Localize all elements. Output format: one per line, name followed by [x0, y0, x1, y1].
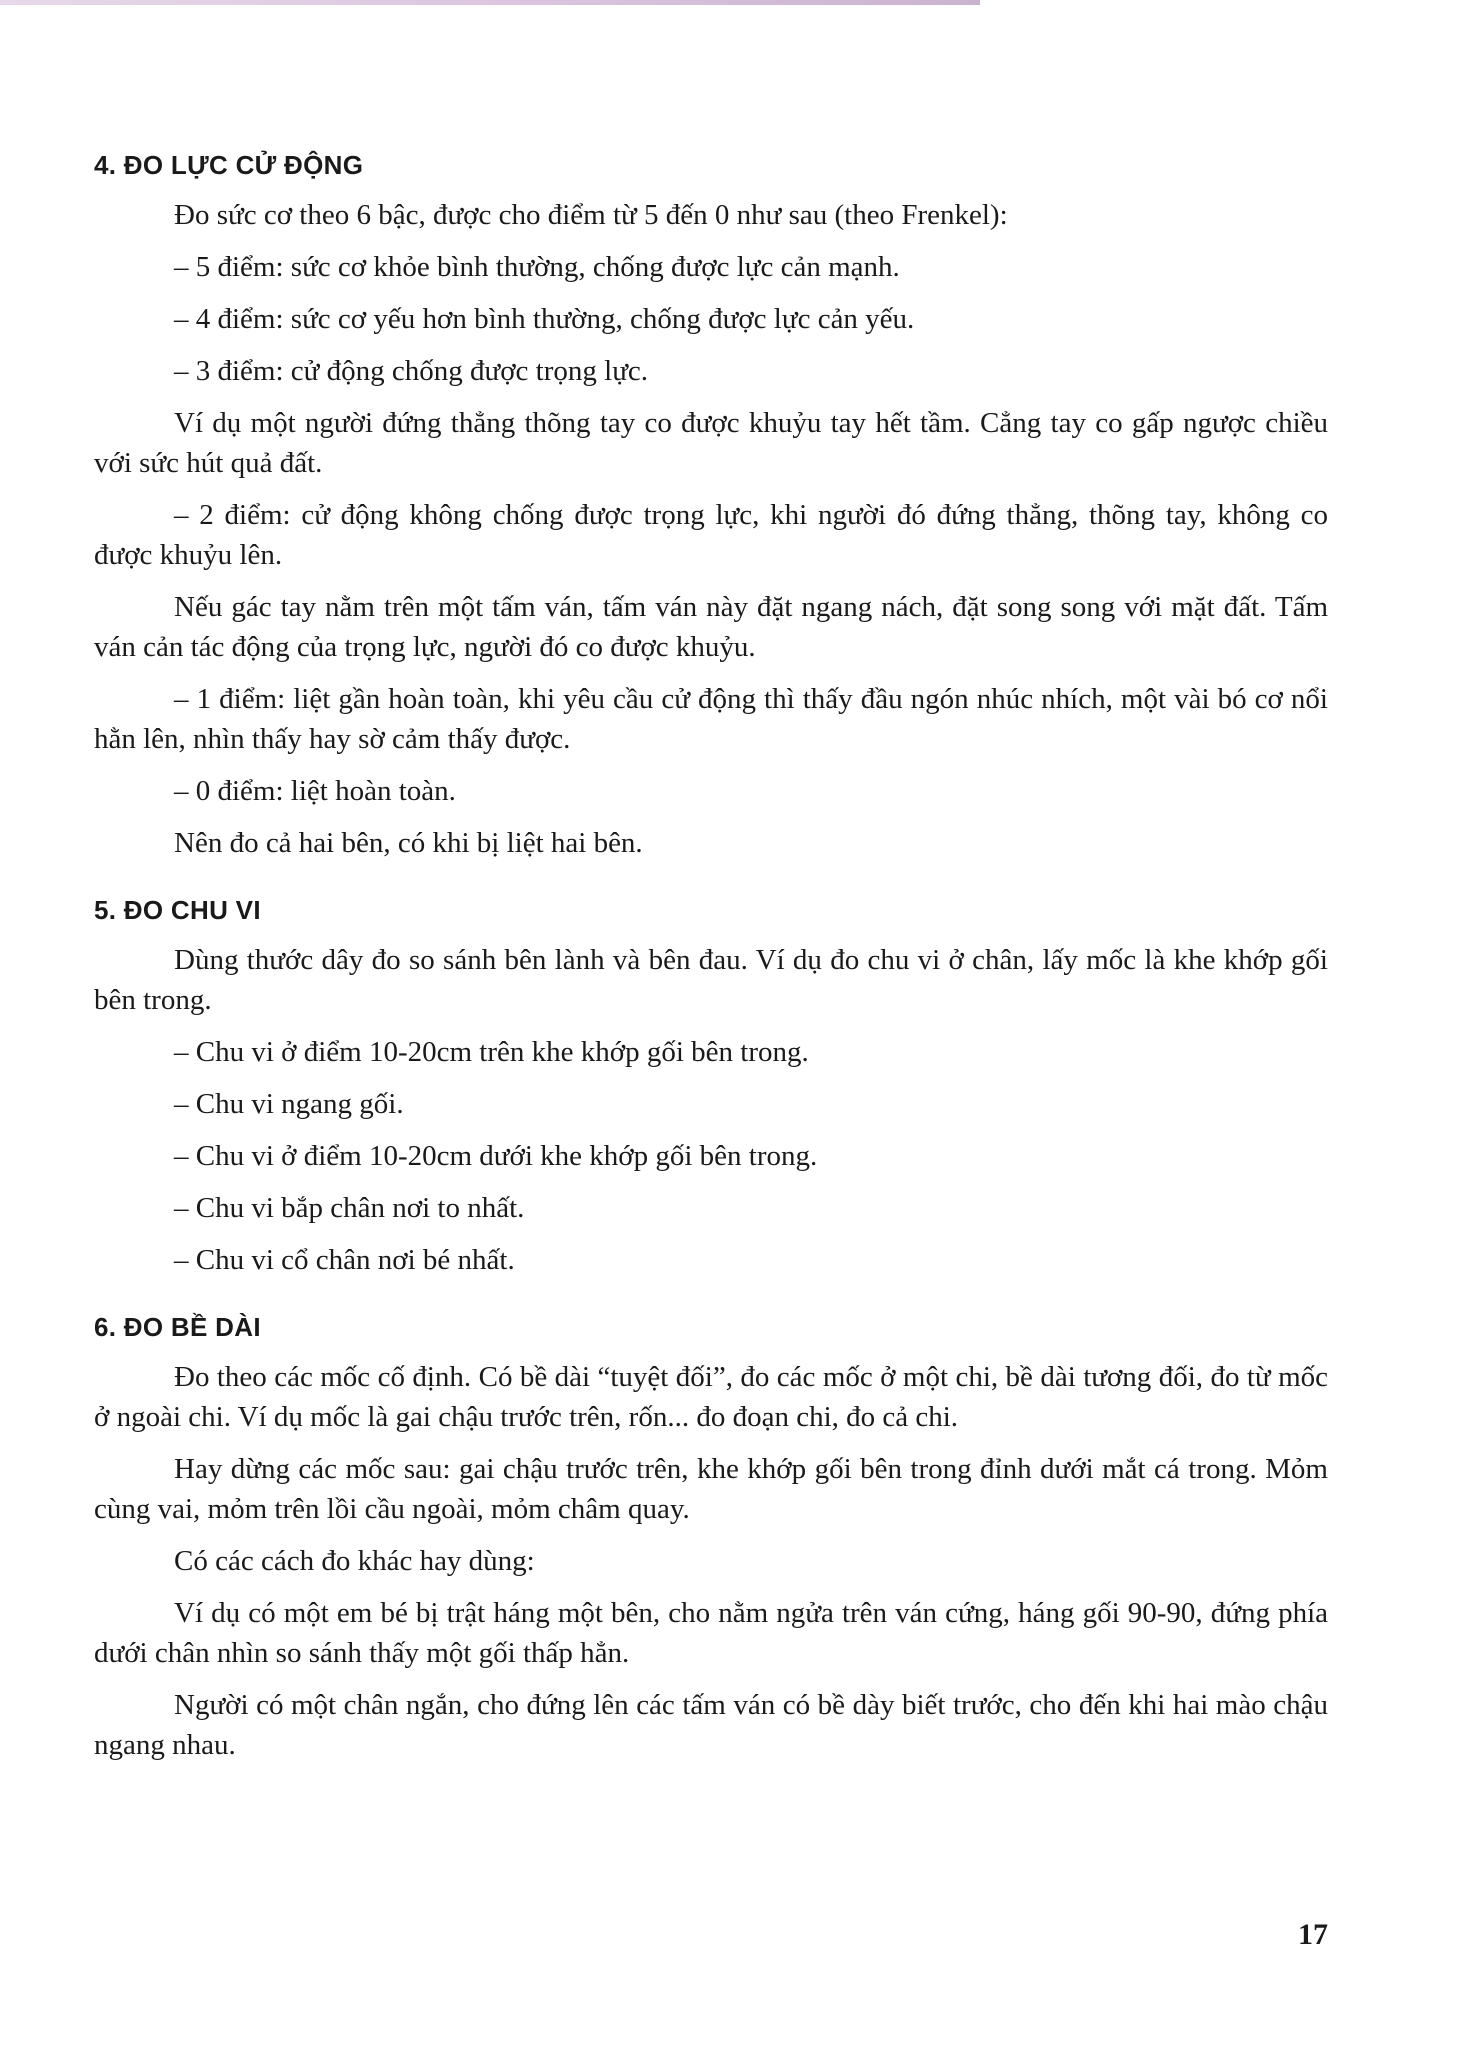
section-do-luc-cu-dong [94, 150, 1328, 863]
section-heading: 5. ĐO CHU VI [94, 895, 261, 925]
paragraph: Đo sức cơ theo 6 bậc, được cho điểm từ 5 đến 0 như sau (theo Frenkel): [174, 199, 1008, 231]
list-item: – Chu vi ở điểm 10-20cm trên khe khớp gối bên trong. [174, 1036, 809, 1068]
list-item: – Chu vi ở điểm 10-20cm dưới khe khớp gối bên trong. [174, 1140, 818, 1172]
section-heading: 4. ĐO LỰC CỬ ĐỘNG [94, 150, 364, 180]
section-do-chu-vi [94, 895, 1328, 1280]
list-item: – 5 điểm: sức cơ khỏe bình thường, chống được lực cản mạnh. [174, 251, 900, 283]
paragraph: Người có một chân ngắn, cho đứng lên các tấm ván có bề dày biết trước, cho đến khi hai mào chậu ngang nhau. [94, 1689, 1328, 1761]
paragraph: Hay dừng các mốc sau: gai chậu trước trên, khe khớp gối bên trong đỉnh dưới mắt cá trong. Mỏm cùng vai, mỏm trên lồi cầu ngoài, mỏm châm quay. [94, 1453, 1328, 1525]
paragraph: Có các cách đo khác hay dùng: [174, 1545, 535, 1577]
list-item: – 0 điểm: liệt hoàn toàn. [174, 775, 456, 807]
paragraph: Nếu gác tay nằm trên một tấm ván, tấm ván này đặt ngang nách, đặt song song với mặt đất. Tấm ván cản tác động của trọng lực, người đó co được khuỷu. [94, 591, 1328, 663]
list-item: – Chu vi cổ chân nơi bé nhất. [174, 1244, 515, 1276]
paragraph: Ví dụ một người đứng thẳng thõng tay co được khuỷu tay hết tầm. Cẳng tay co gấp ngược chiều với sức hút quả đất. [94, 407, 1328, 479]
section-heading: 6. ĐO BỀ DÀI [94, 1312, 261, 1342]
page-content [94, 150, 1328, 1777]
top-edge-line [0, 0, 980, 5]
paragraph: Đo theo các mốc cố định. Có bề dài “tuyệt đối”, đo các mốc ở một chi, bề dài tương đối, đo từ mốc ở ngoài chi. Ví dụ mốc là gai chậu trước trên, rốn... đo đoạn chi, đo cả chi. [94, 1361, 1328, 1433]
list-item: – 2 điểm: cử động không chống được trọng lực, khi người đó đứng thẳng, thõng tay, không co được khuỷu lên. [94, 499, 1328, 571]
list-item: – 1 điểm: liệt gần hoàn toàn, khi yêu cầu cử động thì thấy đầu ngón nhúc nhích, một vài bó cơ nổi hằn lên, nhìn thấy hay sờ cảm thấy được. [94, 683, 1328, 755]
section-do-be-dai [94, 1312, 1328, 1765]
list-item: – 3 điểm: cử động chống được trọng lực. [174, 355, 649, 387]
paragraph: Ví dụ có một em bé bị trật háng một bên, cho nằm ngửa trên ván cứng, háng gối 90-90, đứng phía dưới chân nhìn so sánh thấy một gối thấp hẳn. [94, 1597, 1328, 1669]
paragraph: Nên đo cả hai bên, có khi bị liệt hai bên. [174, 827, 643, 859]
list-item: – 4 điểm: sức cơ yếu hơn bình thường, chống được lực cản yếu. [174, 303, 915, 335]
paragraph: Dùng thước dây đo so sánh bên lành và bên đau. Ví dụ đo chu vi ở chân, lấy mốc là khe khớp gối bên trong. [94, 944, 1328, 1016]
list-item: – Chu vi ngang gối. [174, 1088, 404, 1120]
list-item: – Chu vi bắp chân nơi to nhất. [174, 1192, 525, 1224]
page-number: 17 [1298, 1918, 1328, 1951]
